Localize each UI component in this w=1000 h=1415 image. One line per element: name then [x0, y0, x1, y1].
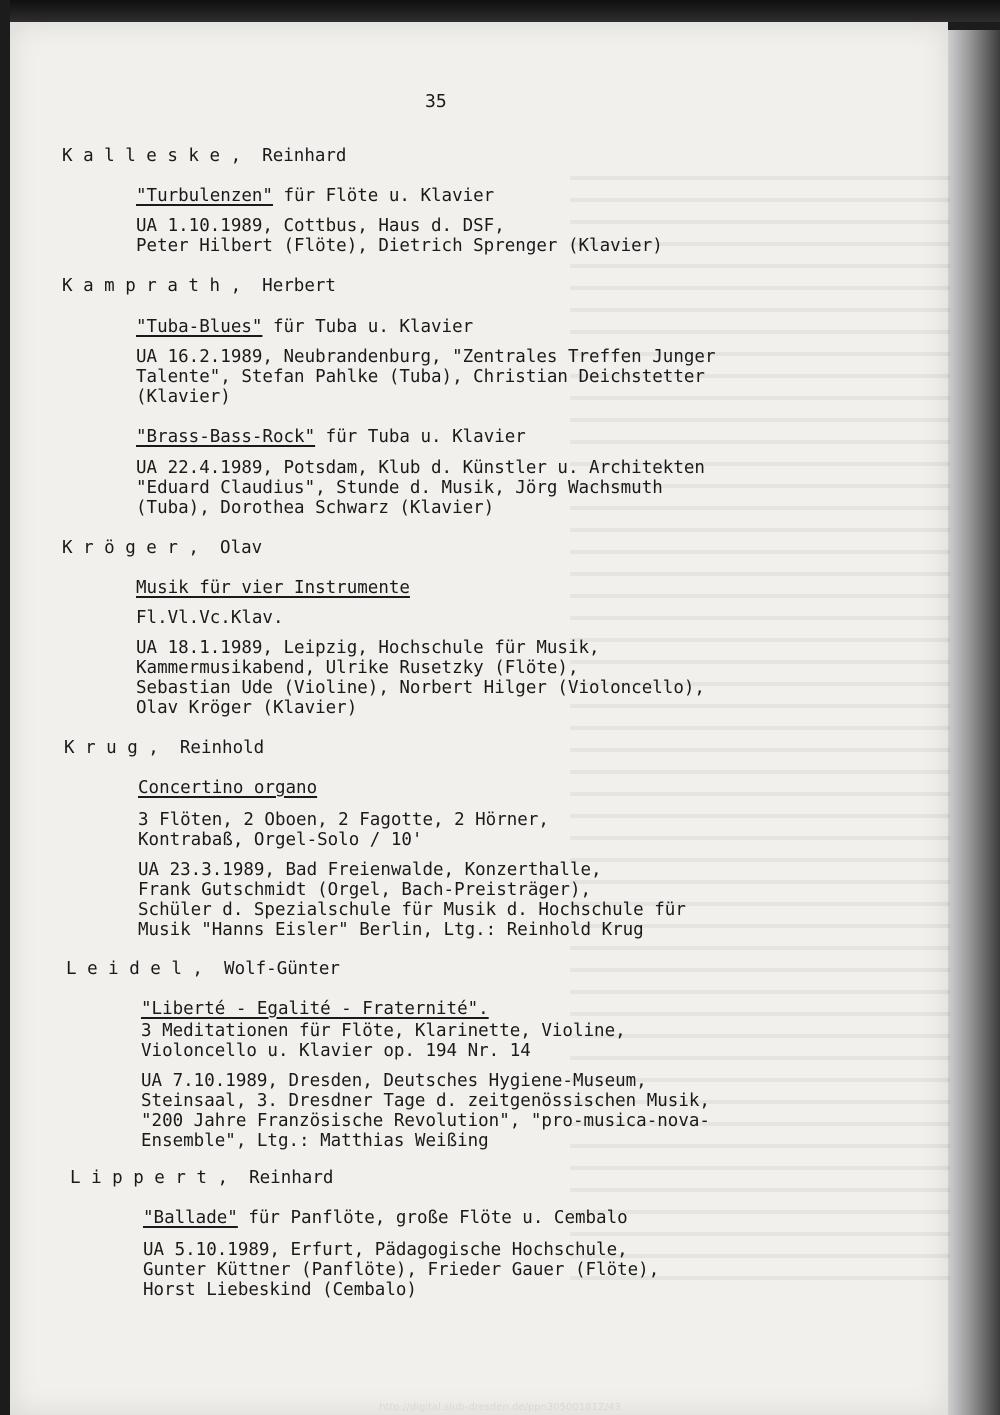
work-title: "Liberté - Egalité - Fraternité". [141, 999, 489, 1019]
scoring-line: 3 Flöten, 2 Oboen, 2 Fagotte, 2 Hörner, [138, 810, 549, 830]
premiere-line: (Tuba), Dorothea Schwarz (Klavier) [136, 498, 495, 518]
page-number: 35 [425, 91, 447, 112]
premiere-line: UA 16.2.1989, Neubrandenburg, "Zentrales Treffen Junger [136, 347, 716, 367]
work-title: "Tuba-Blues" für Tuba u. Klavier [136, 317, 474, 337]
composer-kamprath: K a m p r a t h , Herbert [62, 276, 336, 296]
premiere-line: UA 22.4.1989, Potsdam, Klub d. Künstler u. Architekten [136, 458, 705, 478]
source-url-watermark[interactable]: http://digital.slub-dresden.de/ppn30500181Z/43 [379, 1402, 621, 1413]
premiere-line: (Klavier) [136, 387, 231, 407]
premiere-line: Olav Kröger (Klavier) [136, 698, 358, 718]
premiere-line: Kammermusikabend, Ulrike Rusetzky (Flöte), [136, 658, 579, 678]
scoring-line: Fl.Vl.Vc.Klav. [136, 608, 284, 628]
composer-kroeger: K r ö g e r , Olav [62, 538, 263, 558]
composer-leidel: L e i d e l , Wolf-Günter [66, 959, 340, 979]
premiere-line: Frank Gutschmidt (Orgel, Bach-Preisträger), [138, 880, 592, 900]
work-title: "Ballade" für Panflöte, große Flöte u. Cembalo [143, 1208, 628, 1228]
work-title: Musik für vier Instrumente [136, 578, 410, 598]
premiere-line: "200 Jahre Französische Revolution", "pro-musica-nova- [141, 1111, 710, 1131]
work-title: "Brass-Bass-Rock" für Tuba u. Klavier [136, 427, 526, 447]
premiere-line: Musik "Hanns Eisler" Berlin, Ltg.: Reinhold Krug [138, 920, 644, 940]
scoring-line: 3 Meditationen für Flöte, Klarinette, Violine, [141, 1021, 626, 1041]
premiere-line: Schüler d. Spezialschule für Musik d. Hochschule für [138, 900, 686, 920]
premiere-line: UA 23.3.1989, Bad Freienwalde, Konzerthalle, [138, 860, 602, 880]
page-edge-shadow [948, 30, 1000, 1415]
premiere-line: Peter Hilbert (Flöte), Dietrich Sprenger (Klavier) [136, 236, 663, 256]
premiere-line: UA 1.10.1989, Cottbus, Haus d. DSF, [136, 216, 505, 236]
composer-krug: K r u g , Reinhold [64, 738, 265, 758]
premiere-line: "Eduard Claudius", Stunde d. Musik, Jörg Wachsmuth [136, 478, 663, 498]
scoring-line: Kontrabaß, Orgel-Solo / 10' [138, 830, 423, 850]
premiere-line: Ensemble", Ltg.: Matthias Weißing [141, 1131, 489, 1151]
premiere-line: Talente", Stefan Pahlke (Tuba), Christian Deichstetter [136, 367, 705, 387]
scoring-line: Violoncello u. Klavier op. 194 Nr. 14 [141, 1041, 531, 1061]
scan-top-edge [10, 0, 1000, 22]
composer-lippert: L i p p e r t , Reinhard [70, 1168, 334, 1188]
premiere-line: Steinsaal, 3. Dresdner Tage d. zeitgenössischen Musik, [141, 1091, 710, 1111]
premiere-line: Horst Liebeskind (Cembalo) [143, 1280, 417, 1300]
composer-kalleske: K a l l e s k e , Reinhard [62, 146, 347, 166]
work-title: "Turbulenzen" für Flöte u. Klavier [136, 186, 495, 206]
work-title: Concertino organo [138, 778, 318, 798]
document-page [10, 22, 948, 1415]
premiere-line: Sebastian Ude (Violine), Norbert Hilger (Violoncello), [136, 678, 705, 698]
premiere-line: UA 18.1.1989, Leipzig, Hochschule für Musik, [136, 638, 600, 658]
premiere-line: Gunter Küttner (Panflöte), Frieder Gauer (Flöte), [143, 1260, 660, 1280]
premiere-line: UA 5.10.1989, Erfurt, Pädagogische Hochschule, [143, 1240, 628, 1260]
premiere-line: UA 7.10.1989, Dresden, Deutsches Hygiene-Museum, [141, 1071, 647, 1091]
